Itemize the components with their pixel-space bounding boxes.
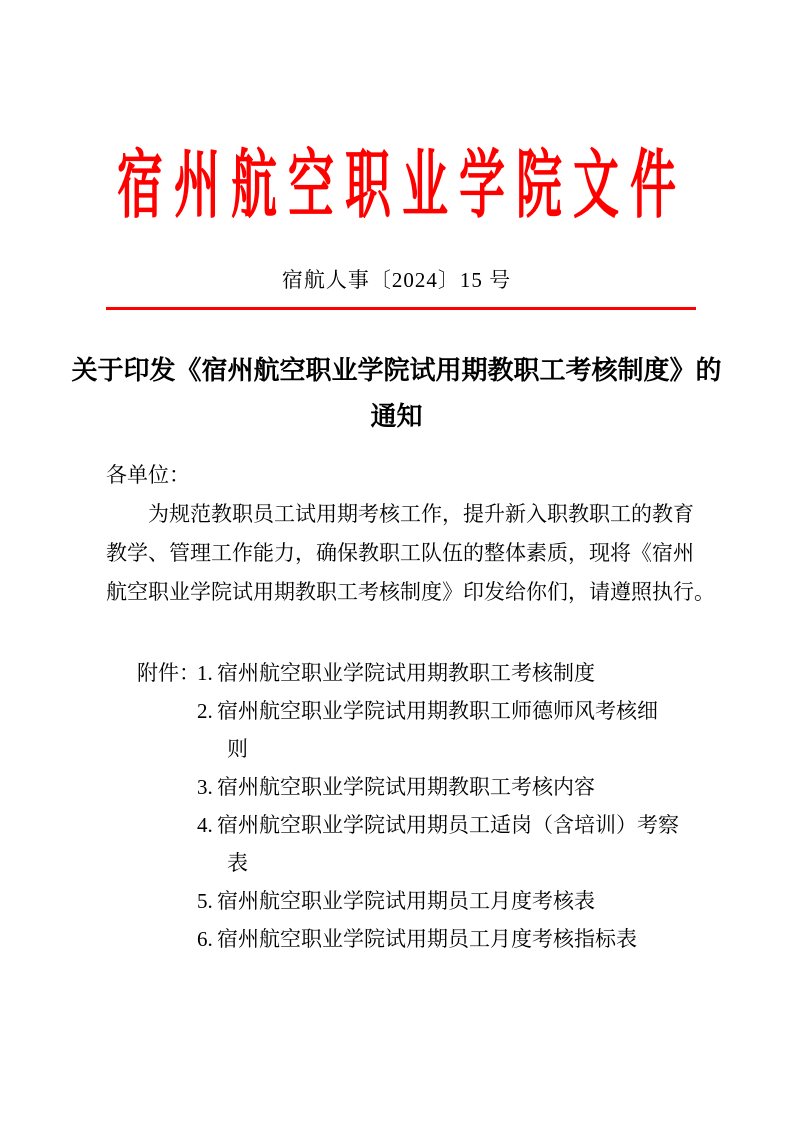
attachment-number: 2. <box>197 699 213 723</box>
attachment-text: 宿州航空职业学院试用期教职工考核内容 <box>217 775 595 799</box>
attachment-number: 3. <box>197 775 213 799</box>
notice-title-line2: 通知 <box>370 402 423 431</box>
attachment-row <box>137 882 737 920</box>
attachment-text: 宿州航空职业学院试用期教职工考核制度 <box>217 661 595 685</box>
attachment-row <box>137 692 737 730</box>
attachment-number: 1. <box>197 661 213 685</box>
red-divider-line <box>106 307 696 310</box>
attachment-text-continuation: 则 <box>227 737 248 761</box>
body-text <box>106 456 715 612</box>
attachment-number: 5. <box>197 889 213 913</box>
attachment-row <box>137 768 737 806</box>
attachment-row <box>137 806 737 844</box>
attachment-text: 宿州航空职业学院试用期员工适岗（含培训）考察 <box>217 813 679 837</box>
attachment-text-continuation: 表 <box>227 851 248 875</box>
attachment-text: 宿州航空职业学院试用期员工月度考核指标表 <box>217 927 637 951</box>
paragraph-line: 航空职业学院试用期教职工考核制度》印发给你们，请遵照执行。 <box>106 580 715 604</box>
attachments-label: 附件： <box>137 661 200 685</box>
attachment-number: 6. <box>197 927 213 951</box>
attachment-number: 4. <box>197 813 213 837</box>
attachment-row <box>137 920 737 958</box>
attachment-text: 宿州航空职业学院试用期教职工师德师风考核细 <box>217 699 658 723</box>
paragraph-line: 为规范教职员工试用期考核工作，提升新入职教职工的教育 <box>148 502 694 526</box>
attachments-list <box>137 654 737 958</box>
banner-title: 宿州航空职业学院文件 <box>117 144 687 227</box>
attachment-text: 宿州航空职业学院试用期员工月度考核表 <box>217 889 595 913</box>
document-number: 宿航人事〔2024〕15 号 <box>281 268 512 292</box>
salutation: 各单位： <box>106 463 190 487</box>
notice-title-line1: 关于印发《宿州航空职业学院试用期教职工考核制度》的 <box>71 356 722 385</box>
attachment-row <box>137 654 737 692</box>
paragraph-line: 教学、管理工作能力，确保教职工队伍的整体素质，现将《宿州 <box>106 541 694 565</box>
notice-title <box>0 348 793 440</box>
red-header-banner <box>0 144 793 227</box>
